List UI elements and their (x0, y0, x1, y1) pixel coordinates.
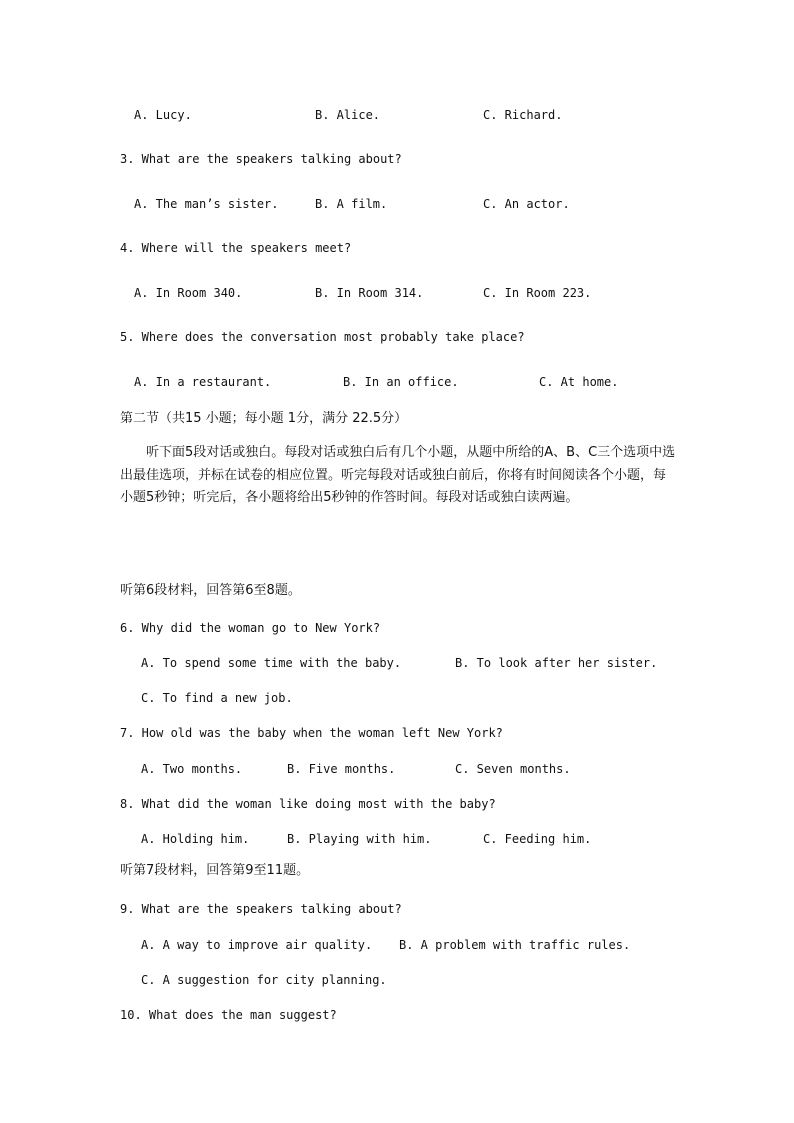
q4-question: 4. Where will the speakers meet? (120, 241, 352, 255)
q8-option-c: C. Feeding him. (483, 832, 592, 846)
q7-option-b: B. Five months. (287, 762, 396, 776)
q6-option-b: B. To look after her sister. (455, 656, 658, 670)
q4-option-b: B. In Room 314. (315, 286, 424, 300)
q5-question: 5. Where does the conversation most probably take place? (120, 330, 525, 344)
q3-question: 3. What are the speakers talking about? (120, 152, 402, 166)
section-instructions: 听下面5段对话或独白。每段对话或独白后有几个小题，从题中所给的A、B、C三个选项中选出最佳选项，并标在试卷的相应位置。听完每段对话或独白前后，你将有时间阅读各个小题，每小题5秒钟；听完后，各小题将给出5秒钟的作答时间。每段对话或独白读两遍。 (120, 445, 676, 505)
q5-option-b: B. In an office. (343, 375, 459, 389)
material-7-heading: 听第7段材料，回答第9至11题。 (120, 863, 310, 878)
q7-question: 7. How old was the baby when the woman left New York? (120, 726, 503, 740)
q8-question: 8. What did the woman like doing most with the baby? (120, 797, 496, 811)
q2-option-c: C. Richard. (483, 108, 563, 122)
q9-question: 9. What are the speakers talking about? (120, 902, 402, 916)
q3-option-a: A. The man’s sister. (134, 197, 279, 211)
q6-question: 6. Why did the woman go to New York? (120, 621, 381, 635)
q7-option-a: A. Two months. (141, 762, 243, 776)
q9-option-b: B. A problem with traffic rules. (399, 938, 631, 952)
q2-option-b: B. Alice. (315, 108, 381, 122)
q3-option-c: C. An actor. (483, 197, 570, 211)
q9-option-c: C. A suggestion for city planning. (141, 973, 387, 987)
q8-option-b: B. Playing with him. (287, 832, 432, 846)
q3-option-b: B. A film. (315, 197, 388, 211)
q4-option-a: A. In Room 340. (134, 286, 243, 300)
q7-option-c: C. Seven months. (455, 762, 571, 776)
q4-option-c: C. In Room 223. (483, 286, 592, 300)
section-heading: 第二节（共15 小题；每小题 1分，满分 22.5分） (120, 411, 408, 426)
q10-question: 10. What does the man suggest? (120, 1008, 337, 1022)
q6-option-c: C. To find a new job. (141, 691, 293, 705)
q5-option-c: C. At home. (539, 375, 619, 389)
q8-option-a: A. Holding him. (141, 832, 250, 846)
q2-option-a: A. Lucy. (134, 108, 192, 122)
material-6-heading: 听第6段材料，回答第6至8题。 (120, 583, 301, 598)
q9-option-a: A. A way to improve air quality. (141, 938, 373, 952)
q5-option-a: A. In a restaurant. (134, 375, 272, 389)
q6-option-a: A. To spend some time with the baby. (141, 656, 402, 670)
